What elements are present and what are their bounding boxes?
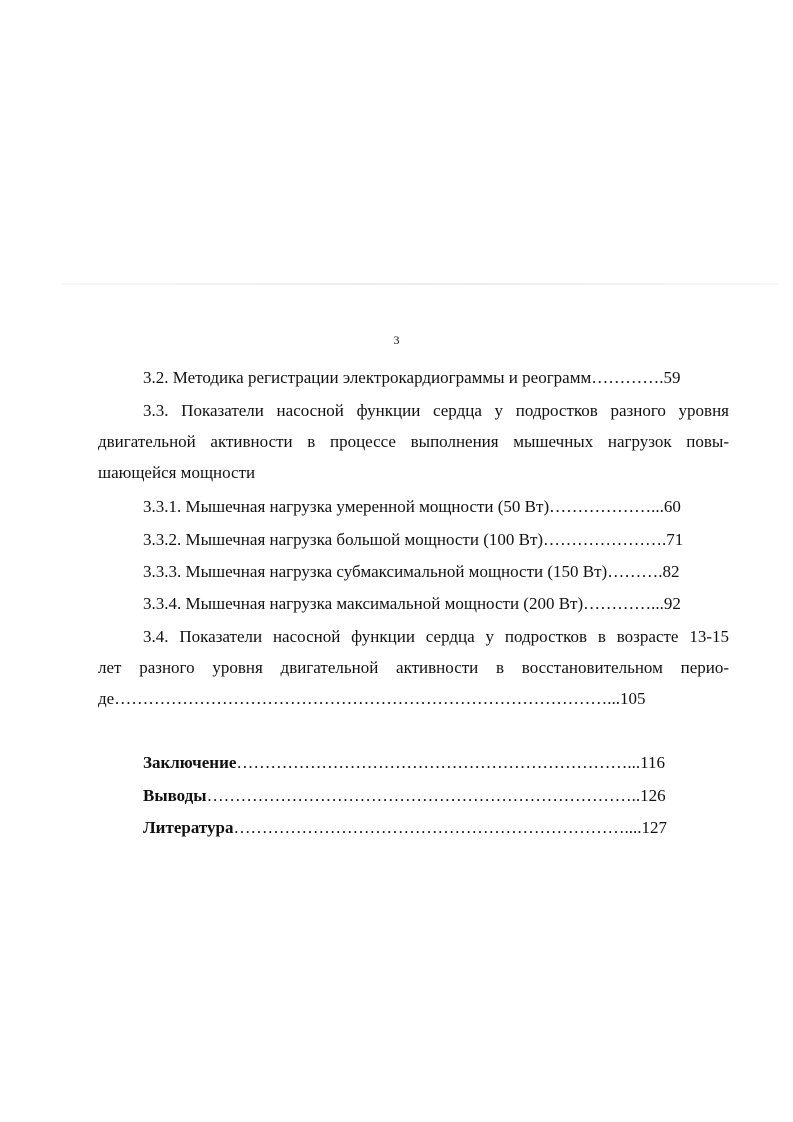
toc-entry-3-3-3: 3.3.3. Мышечная нагрузка субмаксимальной мощности (150 Вт)……….82 (143, 562, 680, 581)
conclusion-page: ……………………………………………………………...116 (236, 753, 666, 772)
toc-entry-3-4-line-3: де……………………………………………………………………………...105 (98, 689, 646, 708)
toc-findings (143, 786, 666, 806)
toc-conclusion (143, 753, 665, 773)
toc-entry-3-3-line-2: двигательной активности в процессе выполнения мышечных нагрузок повы- (98, 432, 729, 451)
toc-entry-3-4-line-2: лет разного уровня двигательной активности в восстановительном перио- (98, 658, 729, 677)
toc-entry-3-2: 3.2. Методика регистрации электрокардиограммы и реограмм………….59 (143, 368, 681, 387)
toc-entry-3-3-line-1: 3.3. Показатели насосной функции сердца у подростков разного уровня (143, 401, 729, 420)
literature-label: Литература (143, 818, 234, 837)
toc-entry-3-4-line-1: 3.4. Показатели насосной функции сердца у подростков в возрасте 13-15 (143, 627, 729, 646)
toc-entry-3-3-2: 3.3.2. Мышечная нагрузка большой мощности (100 Вт)………………….71 (143, 530, 684, 549)
page-number: 3 (393, 333, 400, 347)
conclusion-label: Заключение (143, 753, 237, 772)
toc-literature (143, 818, 667, 838)
toc-entry-3-3-line-3: шающейся мощности (98, 463, 256, 482)
findings-label: Выводы (143, 786, 207, 805)
findings-page: …………………………………………………………………..126 (206, 786, 666, 805)
scan-edge (62, 283, 778, 285)
literature-page: ……………………………………………………………....127 (233, 818, 667, 837)
toc-entry-3-3-4: 3.3.4. Мышечная нагрузка максимальной мощности (200 Вт)…………...92 (143, 594, 681, 613)
toc-entry-3-3-1: 3.3.1. Мышечная нагрузка умеренной мощности (50 Вт)………………...60 (143, 497, 681, 516)
